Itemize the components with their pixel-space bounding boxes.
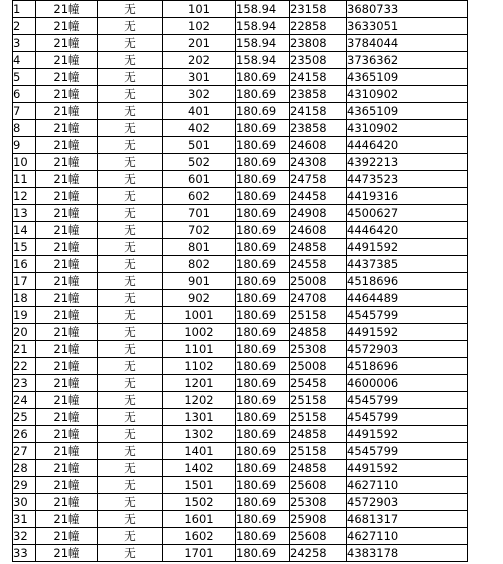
unit-price-cell: 25608 [290, 528, 347, 545]
unit-number-cell: 101 [163, 1, 236, 18]
building-cell: 21幢 [36, 86, 98, 103]
row-number-cell: 32 [13, 528, 36, 545]
building-cell: 21幢 [36, 239, 98, 256]
area-cell: 180.69 [236, 103, 290, 120]
total-price-cell: 4627110 [347, 477, 468, 494]
table-row [13, 205, 468, 222]
total-price-cell: 4365109 [347, 69, 468, 86]
unit-number-cell: 1501 [163, 477, 236, 494]
unit-price-cell: 23508 [290, 52, 347, 69]
floor-type-cell: 无 [98, 52, 163, 69]
unit-price-cell: 23808 [290, 35, 347, 52]
area-cell: 180.69 [236, 171, 290, 188]
table-row [13, 18, 468, 35]
area-cell: 180.69 [236, 69, 290, 86]
row-number-cell: 23 [13, 375, 36, 392]
unit-price-cell: 24858 [290, 324, 347, 341]
unit-number-cell: 1601 [163, 511, 236, 528]
unit-price-cell: 24708 [290, 290, 347, 307]
row-number-cell: 11 [13, 171, 36, 188]
floor-type-cell: 无 [98, 460, 163, 477]
row-number-cell: 6 [13, 86, 36, 103]
total-price-cell: 4464489 [347, 290, 468, 307]
row-number-cell: 13 [13, 205, 36, 222]
building-cell: 21幢 [36, 443, 98, 460]
floor-type-cell: 无 [98, 358, 163, 375]
row-number-cell: 16 [13, 256, 36, 273]
area-cell: 180.69 [236, 392, 290, 409]
building-cell: 21幢 [36, 460, 98, 477]
floor-type-cell: 无 [98, 86, 163, 103]
area-cell: 180.69 [236, 460, 290, 477]
floor-type-cell: 无 [98, 426, 163, 443]
row-number-cell: 1 [13, 1, 36, 18]
floor-type-cell: 无 [98, 290, 163, 307]
row-number-cell: 17 [13, 273, 36, 290]
building-cell: 21幢 [36, 426, 98, 443]
table-row [13, 545, 468, 562]
floor-type-cell: 无 [98, 256, 163, 273]
area-cell: 158.94 [236, 18, 290, 35]
area-cell: 158.94 [236, 1, 290, 18]
total-price-cell: 4446420 [347, 137, 468, 154]
table-row [13, 375, 468, 392]
area-cell: 180.69 [236, 341, 290, 358]
area-cell: 180.69 [236, 528, 290, 545]
floor-type-cell: 无 [98, 1, 163, 18]
area-cell: 180.69 [236, 358, 290, 375]
unit-price-cell: 24858 [290, 460, 347, 477]
table-row [13, 341, 468, 358]
unit-number-cell: 201 [163, 35, 236, 52]
unit-number-cell: 1101 [163, 341, 236, 358]
unit-number-cell: 801 [163, 239, 236, 256]
price-table-container [12, 0, 468, 562]
total-price-cell: 4446420 [347, 222, 468, 239]
area-cell: 180.69 [236, 307, 290, 324]
table-row [13, 35, 468, 52]
table-row [13, 511, 468, 528]
unit-number-cell: 901 [163, 273, 236, 290]
total-price-cell: 4383178 [347, 545, 468, 562]
unit-number-cell: 1001 [163, 307, 236, 324]
row-number-cell: 7 [13, 103, 36, 120]
floor-type-cell: 无 [98, 409, 163, 426]
unit-price-cell: 23858 [290, 86, 347, 103]
unit-price-cell: 25158 [290, 392, 347, 409]
unit-number-cell: 1002 [163, 324, 236, 341]
building-cell: 21幢 [36, 511, 98, 528]
area-cell: 180.69 [236, 409, 290, 426]
unit-number-cell: 1701 [163, 545, 236, 562]
floor-type-cell: 无 [98, 205, 163, 222]
building-cell: 21幢 [36, 375, 98, 392]
unit-price-cell: 25008 [290, 358, 347, 375]
table-row [13, 188, 468, 205]
unit-number-cell: 202 [163, 52, 236, 69]
row-number-cell: 24 [13, 392, 36, 409]
unit-price-cell: 25908 [290, 511, 347, 528]
unit-number-cell: 701 [163, 205, 236, 222]
row-number-cell: 19 [13, 307, 36, 324]
table-row [13, 392, 468, 409]
total-price-cell: 4518696 [347, 273, 468, 290]
floor-type-cell: 无 [98, 477, 163, 494]
row-number-cell: 22 [13, 358, 36, 375]
total-price-cell: 4310902 [347, 86, 468, 103]
unit-number-cell: 1202 [163, 392, 236, 409]
total-price-cell: 4491592 [347, 324, 468, 341]
building-cell: 21幢 [36, 171, 98, 188]
unit-price-cell: 25008 [290, 273, 347, 290]
building-cell: 21幢 [36, 205, 98, 222]
area-cell: 180.69 [236, 256, 290, 273]
building-cell: 21幢 [36, 18, 98, 35]
floor-type-cell: 无 [98, 154, 163, 171]
area-cell: 180.69 [236, 477, 290, 494]
floor-type-cell: 无 [98, 375, 163, 392]
total-price-cell: 4491592 [347, 426, 468, 443]
building-cell: 21幢 [36, 256, 98, 273]
building-cell: 21幢 [36, 409, 98, 426]
row-number-cell: 21 [13, 341, 36, 358]
unit-price-cell: 24258 [290, 545, 347, 562]
building-cell: 21幢 [36, 324, 98, 341]
unit-number-cell: 602 [163, 188, 236, 205]
table-row [13, 528, 468, 545]
building-cell: 21幢 [36, 528, 98, 545]
unit-number-cell: 501 [163, 137, 236, 154]
table-row [13, 103, 468, 120]
total-price-cell: 4572903 [347, 494, 468, 511]
table-row [13, 358, 468, 375]
row-number-cell: 12 [13, 188, 36, 205]
building-cell: 21幢 [36, 1, 98, 18]
unit-number-cell: 702 [163, 222, 236, 239]
unit-number-cell: 102 [163, 18, 236, 35]
area-cell: 180.69 [236, 154, 290, 171]
area-cell: 158.94 [236, 35, 290, 52]
building-cell: 21幢 [36, 222, 98, 239]
unit-price-cell: 24758 [290, 171, 347, 188]
floor-type-cell: 无 [98, 307, 163, 324]
floor-type-cell: 无 [98, 392, 163, 409]
unit-number-cell: 1302 [163, 426, 236, 443]
table-row [13, 477, 468, 494]
row-number-cell: 15 [13, 239, 36, 256]
area-cell: 180.69 [236, 290, 290, 307]
table-row [13, 324, 468, 341]
price-table [12, 0, 468, 562]
building-cell: 21幢 [36, 103, 98, 120]
unit-number-cell: 601 [163, 171, 236, 188]
row-number-cell: 10 [13, 154, 36, 171]
unit-price-cell: 24908 [290, 205, 347, 222]
building-cell: 21幢 [36, 154, 98, 171]
unit-number-cell: 1401 [163, 443, 236, 460]
total-price-cell: 4365109 [347, 103, 468, 120]
floor-type-cell: 无 [98, 137, 163, 154]
table-row [13, 1, 468, 18]
row-number-cell: 14 [13, 222, 36, 239]
table-row [13, 222, 468, 239]
row-number-cell: 3 [13, 35, 36, 52]
floor-type-cell: 无 [98, 324, 163, 341]
row-number-cell: 2 [13, 18, 36, 35]
unit-price-cell: 24858 [290, 426, 347, 443]
floor-type-cell: 无 [98, 341, 163, 358]
row-number-cell: 27 [13, 443, 36, 460]
row-number-cell: 26 [13, 426, 36, 443]
unit-number-cell: 1402 [163, 460, 236, 477]
floor-type-cell: 无 [98, 528, 163, 545]
area-cell: 180.69 [236, 137, 290, 154]
total-price-cell: 3736362 [347, 52, 468, 69]
area-cell: 180.69 [236, 375, 290, 392]
building-cell: 21幢 [36, 494, 98, 511]
total-price-cell: 4545799 [347, 307, 468, 324]
row-number-cell: 33 [13, 545, 36, 562]
building-cell: 21幢 [36, 120, 98, 137]
building-cell: 21幢 [36, 35, 98, 52]
row-number-cell: 28 [13, 460, 36, 477]
unit-price-cell: 24308 [290, 154, 347, 171]
building-cell: 21幢 [36, 137, 98, 154]
table-row [13, 494, 468, 511]
building-cell: 21幢 [36, 69, 98, 86]
table-row [13, 273, 468, 290]
area-cell: 180.69 [236, 324, 290, 341]
total-price-cell: 3680733 [347, 1, 468, 18]
row-number-cell: 8 [13, 120, 36, 137]
total-price-cell: 4545799 [347, 443, 468, 460]
unit-price-cell: 25458 [290, 375, 347, 392]
floor-type-cell: 无 [98, 18, 163, 35]
unit-number-cell: 402 [163, 120, 236, 137]
floor-type-cell: 无 [98, 222, 163, 239]
floor-type-cell: 无 [98, 494, 163, 511]
price-table-body [13, 1, 468, 562]
table-row [13, 426, 468, 443]
floor-type-cell: 无 [98, 273, 163, 290]
building-cell: 21幢 [36, 52, 98, 69]
unit-price-cell: 23158 [290, 1, 347, 18]
unit-price-cell: 23858 [290, 120, 347, 137]
unit-price-cell: 24558 [290, 256, 347, 273]
unit-number-cell: 502 [163, 154, 236, 171]
row-number-cell: 20 [13, 324, 36, 341]
area-cell: 180.69 [236, 205, 290, 222]
total-price-cell: 4491592 [347, 239, 468, 256]
table-row [13, 460, 468, 477]
row-number-cell: 30 [13, 494, 36, 511]
floor-type-cell: 无 [98, 239, 163, 256]
total-price-cell: 4419316 [347, 188, 468, 205]
table-row [13, 120, 468, 137]
table-row [13, 86, 468, 103]
table-row [13, 409, 468, 426]
row-number-cell: 5 [13, 69, 36, 86]
unit-price-cell: 24608 [290, 137, 347, 154]
unit-price-cell: 24608 [290, 222, 347, 239]
unit-price-cell: 25308 [290, 341, 347, 358]
table-row [13, 239, 468, 256]
unit-number-cell: 802 [163, 256, 236, 273]
unit-price-cell: 25608 [290, 477, 347, 494]
unit-number-cell: 401 [163, 103, 236, 120]
unit-price-cell: 25158 [290, 409, 347, 426]
building-cell: 21幢 [36, 545, 98, 562]
unit-number-cell: 1201 [163, 375, 236, 392]
table-row [13, 154, 468, 171]
row-number-cell: 25 [13, 409, 36, 426]
row-number-cell: 18 [13, 290, 36, 307]
unit-price-cell: 25158 [290, 307, 347, 324]
total-price-cell: 3633051 [347, 18, 468, 35]
unit-price-cell: 24458 [290, 188, 347, 205]
total-price-cell: 4518696 [347, 358, 468, 375]
building-cell: 21幢 [36, 477, 98, 494]
floor-type-cell: 无 [98, 171, 163, 188]
floor-type-cell: 无 [98, 545, 163, 562]
total-price-cell: 4545799 [347, 392, 468, 409]
unit-number-cell: 1602 [163, 528, 236, 545]
floor-type-cell: 无 [98, 35, 163, 52]
area-cell: 180.69 [236, 120, 290, 137]
unit-price-cell: 25308 [290, 494, 347, 511]
building-cell: 21幢 [36, 188, 98, 205]
area-cell: 180.69 [236, 273, 290, 290]
unit-price-cell: 22858 [290, 18, 347, 35]
floor-type-cell: 无 [98, 69, 163, 86]
area-cell: 180.69 [236, 443, 290, 460]
building-cell: 21幢 [36, 273, 98, 290]
building-cell: 21幢 [36, 392, 98, 409]
building-cell: 21幢 [36, 358, 98, 375]
total-price-cell: 4392213 [347, 154, 468, 171]
area-cell: 180.69 [236, 494, 290, 511]
unit-number-cell: 302 [163, 86, 236, 103]
row-number-cell: 9 [13, 137, 36, 154]
row-number-cell: 29 [13, 477, 36, 494]
building-cell: 21幢 [36, 290, 98, 307]
total-price-cell: 4491592 [347, 460, 468, 477]
area-cell: 180.69 [236, 188, 290, 205]
unit-number-cell: 301 [163, 69, 236, 86]
table-row [13, 137, 468, 154]
table-row [13, 171, 468, 188]
total-price-cell: 4545799 [347, 409, 468, 426]
unit-price-cell: 24158 [290, 69, 347, 86]
area-cell: 158.94 [236, 52, 290, 69]
total-price-cell: 4600006 [347, 375, 468, 392]
area-cell: 180.69 [236, 511, 290, 528]
area-cell: 180.69 [236, 426, 290, 443]
floor-type-cell: 无 [98, 443, 163, 460]
table-row [13, 443, 468, 460]
floor-type-cell: 无 [98, 120, 163, 137]
unit-price-cell: 25158 [290, 443, 347, 460]
area-cell: 180.69 [236, 545, 290, 562]
unit-price-cell: 24858 [290, 239, 347, 256]
area-cell: 180.69 [236, 86, 290, 103]
total-price-cell: 4572903 [347, 341, 468, 358]
building-cell: 21幢 [36, 307, 98, 324]
area-cell: 180.69 [236, 222, 290, 239]
total-price-cell: 4473523 [347, 171, 468, 188]
row-number-cell: 31 [13, 511, 36, 528]
building-cell: 21幢 [36, 341, 98, 358]
area-cell: 180.69 [236, 239, 290, 256]
unit-price-cell: 24158 [290, 103, 347, 120]
total-price-cell: 4500627 [347, 205, 468, 222]
unit-number-cell: 1502 [163, 494, 236, 511]
unit-number-cell: 1301 [163, 409, 236, 426]
floor-type-cell: 无 [98, 103, 163, 120]
unit-number-cell: 902 [163, 290, 236, 307]
total-price-cell: 4310902 [347, 120, 468, 137]
total-price-cell: 3784044 [347, 35, 468, 52]
row-number-cell: 4 [13, 52, 36, 69]
table-row [13, 307, 468, 324]
floor-type-cell: 无 [98, 188, 163, 205]
unit-number-cell: 1102 [163, 358, 236, 375]
table-row [13, 290, 468, 307]
total-price-cell: 4627110 [347, 528, 468, 545]
table-row [13, 256, 468, 273]
total-price-cell: 4681317 [347, 511, 468, 528]
total-price-cell: 4437385 [347, 256, 468, 273]
table-row [13, 69, 468, 86]
table-row [13, 52, 468, 69]
floor-type-cell: 无 [98, 511, 163, 528]
